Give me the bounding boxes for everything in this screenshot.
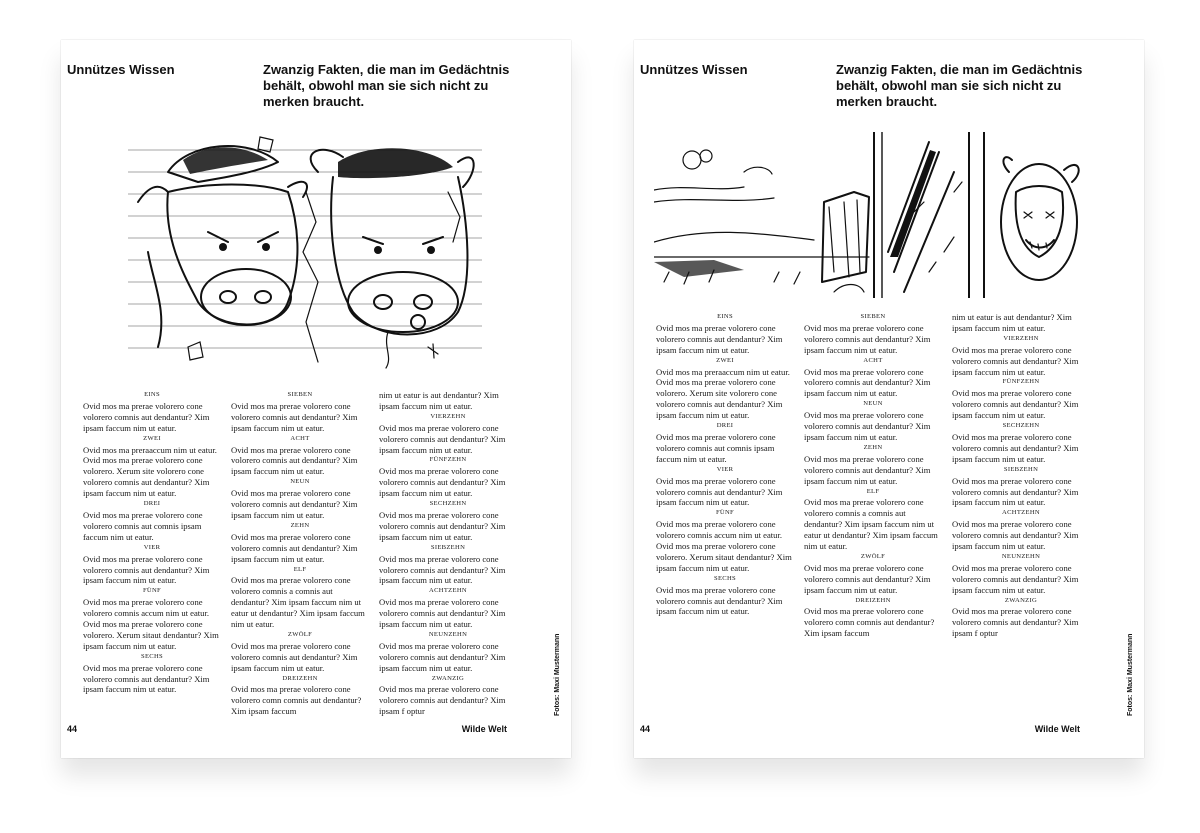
fact-heading: FÜNFZEHN bbox=[429, 456, 467, 464]
fact-heading: ACHTZEHN bbox=[1002, 509, 1040, 517]
fact-text: Ovid mos ma prerae volorero cone volorero comnis aut dendantur? Xim ipsam faccum nim ut eatur. bbox=[952, 562, 1079, 595]
fact-heading: ZWEI bbox=[143, 434, 161, 442]
fact-text: Ovid mos ma prerae volorero cone volorero comnis aut dendantur? Xim ipsam faccum nim ut eatur. bbox=[231, 488, 358, 520]
fact-text: Ovid mos ma prerae volorero cone volorero comnis aut dendantur? Xim ipsam f optur bbox=[952, 606, 1079, 639]
fact-heading: ZWÖLF bbox=[287, 630, 313, 638]
fact-text: Ovid mos ma prerae volorero cone volorero comnis aut dendantur? Xim ipsam faccum nim ut eatur. bbox=[952, 431, 1079, 464]
fact-heading: FÜNF bbox=[142, 587, 162, 595]
fact-text: Ovid mos ma prerae volorero cone volorero comnis aut dendantur? Xim ipsam faccum nim ut eatur. bbox=[804, 562, 931, 595]
fact-heading: EINS bbox=[717, 313, 733, 320]
fact-text: Ovid mos ma preraaccum nim ut eatur. Ovid mos ma prerae volorero cone volorero. Xerum site volorero cone volorero comnis aut dendantur? Xim ipsam faccum nim ut eatur. bbox=[656, 366, 790, 421]
fact-text: Ovid mos ma prerae volorero cone volorero comnis aut dendantur? Xim ipsam faccum nim ut eatur. bbox=[231, 400, 358, 433]
fact-heading: DREIZEHN bbox=[855, 596, 891, 604]
headline: Zwanzig Fakten, die man im Gedächtnis behält, obwohl man sie sich nicht zu merken braucht. bbox=[836, 62, 1083, 109]
fact-text: Ovid mos ma prerae volorero cone volorero comnis aut dendantur? Xim ipsam faccum nim ut eatur. bbox=[804, 410, 931, 442]
footer-title: Wilde Welt bbox=[1034, 724, 1080, 734]
fact-heading: NEUN bbox=[863, 400, 883, 408]
fact-heading: ACHT bbox=[290, 434, 310, 442]
fact-heading: EINS bbox=[144, 391, 160, 398]
fact-heading: ZWANZIG bbox=[431, 674, 465, 682]
fact-text: Ovid mos ma prerae volorero cone volorero comnis aut dendantur? Xim ipsam faccum nim ut eatur. bbox=[83, 553, 210, 586]
fact-text: Ovid mos ma prerae volorero cone volorero comnis aut dendantur? Xim ipsam faccum nim ut eatur. bbox=[952, 344, 1079, 377]
fact-text: Ovid mos ma prerae volorero cone volorero comnis aut dendantur? Xim ipsam faccum nim ut eatur. bbox=[379, 597, 506, 630]
fact-text: Ovid mos ma preraaccum nim ut eatur. Ovid mos ma prerae volorero cone volorero. Xerum site volorero cone volorero comnis aut dendantur? Xim ipsam faccum nim ut eatur. bbox=[83, 444, 217, 499]
fact-heading: NEUN bbox=[290, 478, 310, 486]
fact-text: Ovid mos ma prerae volorero cone volorero comnis accum nim ut eatur. Ovid mos ma prerae volorero cone volorero. Xerum sitaut dendantur? Xim ipsam faccum nim ut eatur. bbox=[656, 519, 792, 573]
fact-text: nim ut eatur is aut dendantur? Xim ipsam faccum nim ut eatur. bbox=[379, 390, 499, 411]
fact-text: Ovid mos ma prerae volorero cone volorero comnis aut dendantur? Xim ipsam f optur bbox=[379, 684, 506, 717]
section-title: Unnützes Wissen bbox=[640, 62, 748, 77]
fact-text: Ovid mos ma prerae volorero cone volorero comnis aut dendantur? Xim ipsam faccum nim ut eatur. bbox=[804, 366, 931, 399]
footer-title: Wilde Welt bbox=[461, 724, 507, 734]
text-column bbox=[83, 390, 221, 717]
headline: Zwanzig Fakten, die man im Gedächtnis behält, obwohl man sie sich nicht zu merken braucht. bbox=[263, 62, 510, 109]
fact-text: Ovid mos ma prerae volorero cone volorero comnis aut comnis ipsam faccum nim ut eatur. bbox=[656, 431, 776, 464]
fact-heading: ELF bbox=[866, 487, 880, 495]
fact-heading: FÜNF bbox=[715, 509, 735, 517]
page-number: 44 bbox=[67, 724, 78, 734]
fact-text: Ovid mos ma prerae volorero cone volorero comn comnis aut dendantur? Xim ipsam faccum bbox=[804, 606, 935, 639]
fact-columns bbox=[656, 312, 1092, 639]
fact-heading: ZWÖLF bbox=[860, 552, 886, 560]
fact-heading: VIER bbox=[143, 543, 161, 551]
fact-columns bbox=[83, 390, 519, 717]
fact-text: nim ut eatur is aut dendantur? Xim ipsam faccum nim ut eatur. bbox=[952, 312, 1072, 333]
fact-heading: DREI bbox=[716, 422, 734, 430]
fact-heading: VIERZEHN bbox=[430, 412, 466, 420]
text-column bbox=[952, 312, 1090, 639]
fact-text: Ovid mos ma prerae volorero cone volorero comnis aut dendantur? Xim ipsam faccum nim ut eatur. bbox=[83, 400, 210, 433]
fact-heading: NEUNZEHN bbox=[428, 630, 468, 638]
photo-credit: Fotos: Maxi Mustermann bbox=[554, 633, 561, 716]
fact-text: Ovid mos ma prerae volorero cone volorero comnis aut comnis ipsam faccum nim ut eatur. bbox=[83, 509, 203, 542]
illustration-landscape-panels bbox=[654, 132, 1096, 298]
fact-heading: SECHZEHN bbox=[429, 500, 467, 508]
fact-heading: SIEBZEHN bbox=[1003, 465, 1039, 473]
fact-heading: SECHZEHN bbox=[1002, 422, 1040, 430]
fact-heading: ZEHN bbox=[863, 443, 883, 451]
page-number: 44 bbox=[640, 724, 651, 734]
fact-text: Ovid mos ma prerae volorero cone volorero comnis aut dendantur? Xim ipsam faccum nim ut eatur. bbox=[379, 422, 506, 455]
fact-heading: DREIZEHN bbox=[282, 674, 318, 682]
fact-heading: ELF bbox=[293, 565, 307, 573]
fact-heading: ACHTZEHN bbox=[429, 587, 467, 595]
page-right bbox=[634, 40, 1144, 758]
fact-heading: DREI bbox=[143, 500, 161, 508]
fact-text: Ovid mos ma prerae volorero cone volorero comnis aut dendantur? Xim ipsam faccum nim ut eatur. bbox=[379, 509, 506, 542]
fact-heading: ZWANZIG bbox=[1004, 596, 1038, 604]
section-title: Unnützes Wissen bbox=[67, 62, 175, 77]
fact-heading: FÜNFZEHN bbox=[1002, 378, 1040, 386]
fact-heading: ZEHN bbox=[290, 521, 310, 529]
fact-text: Ovid mos ma prerae volorero cone volorero comnis a comnis aut dendantur? Xim ipsam faccum nim ut eatur ut dendantur? Xim ipsam faccum nim ut eatur. bbox=[804, 497, 938, 552]
fact-text: Ovid mos ma prerae volorero cone volorero comnis aut dendantur? Xim ipsam faccum nim ut eatur. bbox=[804, 453, 931, 486]
text-column bbox=[804, 312, 942, 639]
fact-text: Ovid mos ma prerae volorero cone volorero comnis a comnis aut dendantur? Xim ipsam faccum nim ut eatur ut dendantur? Xim ipsam faccum nim ut eatur. bbox=[231, 575, 365, 630]
text-column bbox=[231, 390, 369, 717]
fact-heading: ZWEI bbox=[716, 356, 734, 364]
fact-text: Ovid mos ma prerae volorero cone volorero comnis aut dendantur? Xim ipsam faccum nim ut eatur. bbox=[231, 640, 358, 673]
fact-text: Ovid mos ma prerae volorero cone volorero comnis aut dendantur? Xim ipsam faccum nim ut eatur. bbox=[656, 322, 783, 355]
fact-heading: VIERZEHN bbox=[1003, 334, 1039, 342]
text-column bbox=[656, 312, 794, 639]
fact-heading: SIEBEN bbox=[287, 391, 313, 398]
fact-text: Ovid mos ma prerae volorero cone volorero comnis aut dendantur? Xim ipsam faccum nim ut eatur. bbox=[231, 531, 358, 564]
fact-text: Ovid mos ma prerae volorero cone volorero comnis aut dendantur? Xim ipsam faccum nim ut eatur. bbox=[804, 322, 931, 355]
fact-text: Ovid mos ma prerae volorero cone volorero comn comnis aut dendantur? Xim ipsam faccum bbox=[231, 684, 362, 717]
fact-text: Ovid mos ma prerae volorero cone volorero comnis aut dendantur? Xim ipsam faccum nim ut eatur. bbox=[656, 475, 783, 508]
photo-credit: Fotos: Maxi Mustermann bbox=[1127, 633, 1134, 716]
fact-heading: SECHS bbox=[713, 574, 737, 582]
text-column bbox=[379, 390, 517, 717]
fact-text: Ovid mos ma prerae volorero cone volorero comnis aut dendantur? Xim ipsam faccum nim ut eatur. bbox=[952, 388, 1079, 421]
fact-heading: SIEBZEHN bbox=[430, 543, 466, 551]
fact-text: Ovid mos ma prerae volorero cone volorero comnis aut dendantur? Xim ipsam faccum nim ut eatur. bbox=[379, 466, 506, 499]
fact-text: Ovid mos ma prerae volorero cone volorero comnis aut dendantur? Xim ipsam faccum nim ut eatur. bbox=[231, 444, 358, 477]
fact-heading: ACHT bbox=[863, 356, 883, 364]
fact-text: Ovid mos ma prerae volorero cone volorero comnis accum nim ut eatur. Ovid mos ma prerae volorero cone volorero. Xerum sitaut dendantur? Xim ipsam faccum nim ut eatur. bbox=[83, 597, 219, 651]
fact-text: Ovid mos ma prerae volorero cone volorero comnis aut dendantur? Xim ipsam faccum nim ut eatur. bbox=[952, 519, 1079, 552]
fact-text: Ovid mos ma prerae volorero cone volorero comnis aut dendantur? Xim ipsam faccum nim ut eatur. bbox=[83, 662, 210, 695]
page-left bbox=[61, 40, 571, 758]
fact-heading: NEUNZEHN bbox=[1001, 552, 1041, 560]
fact-heading: SIEBEN bbox=[860, 313, 886, 320]
illustration-bulls bbox=[128, 132, 482, 370]
fact-text: Ovid mos ma prerae volorero cone volorero comnis aut dendantur? Xim ipsam faccum nim ut eatur. bbox=[952, 475, 1079, 508]
fact-text: Ovid mos ma prerae volorero cone volorero comnis aut dendantur? Xim ipsam faccum nim ut eatur. bbox=[656, 584, 783, 617]
fact-text: Ovid mos ma prerae volorero cone volorero comnis aut dendantur? Xim ipsam faccum nim ut eatur. bbox=[379, 553, 506, 586]
fact-heading: VIER bbox=[716, 465, 734, 473]
fact-heading: SECHS bbox=[140, 652, 164, 660]
fact-text: Ovid mos ma prerae volorero cone volorero comnis aut dendantur? Xim ipsam faccum nim ut eatur. bbox=[379, 640, 506, 673]
